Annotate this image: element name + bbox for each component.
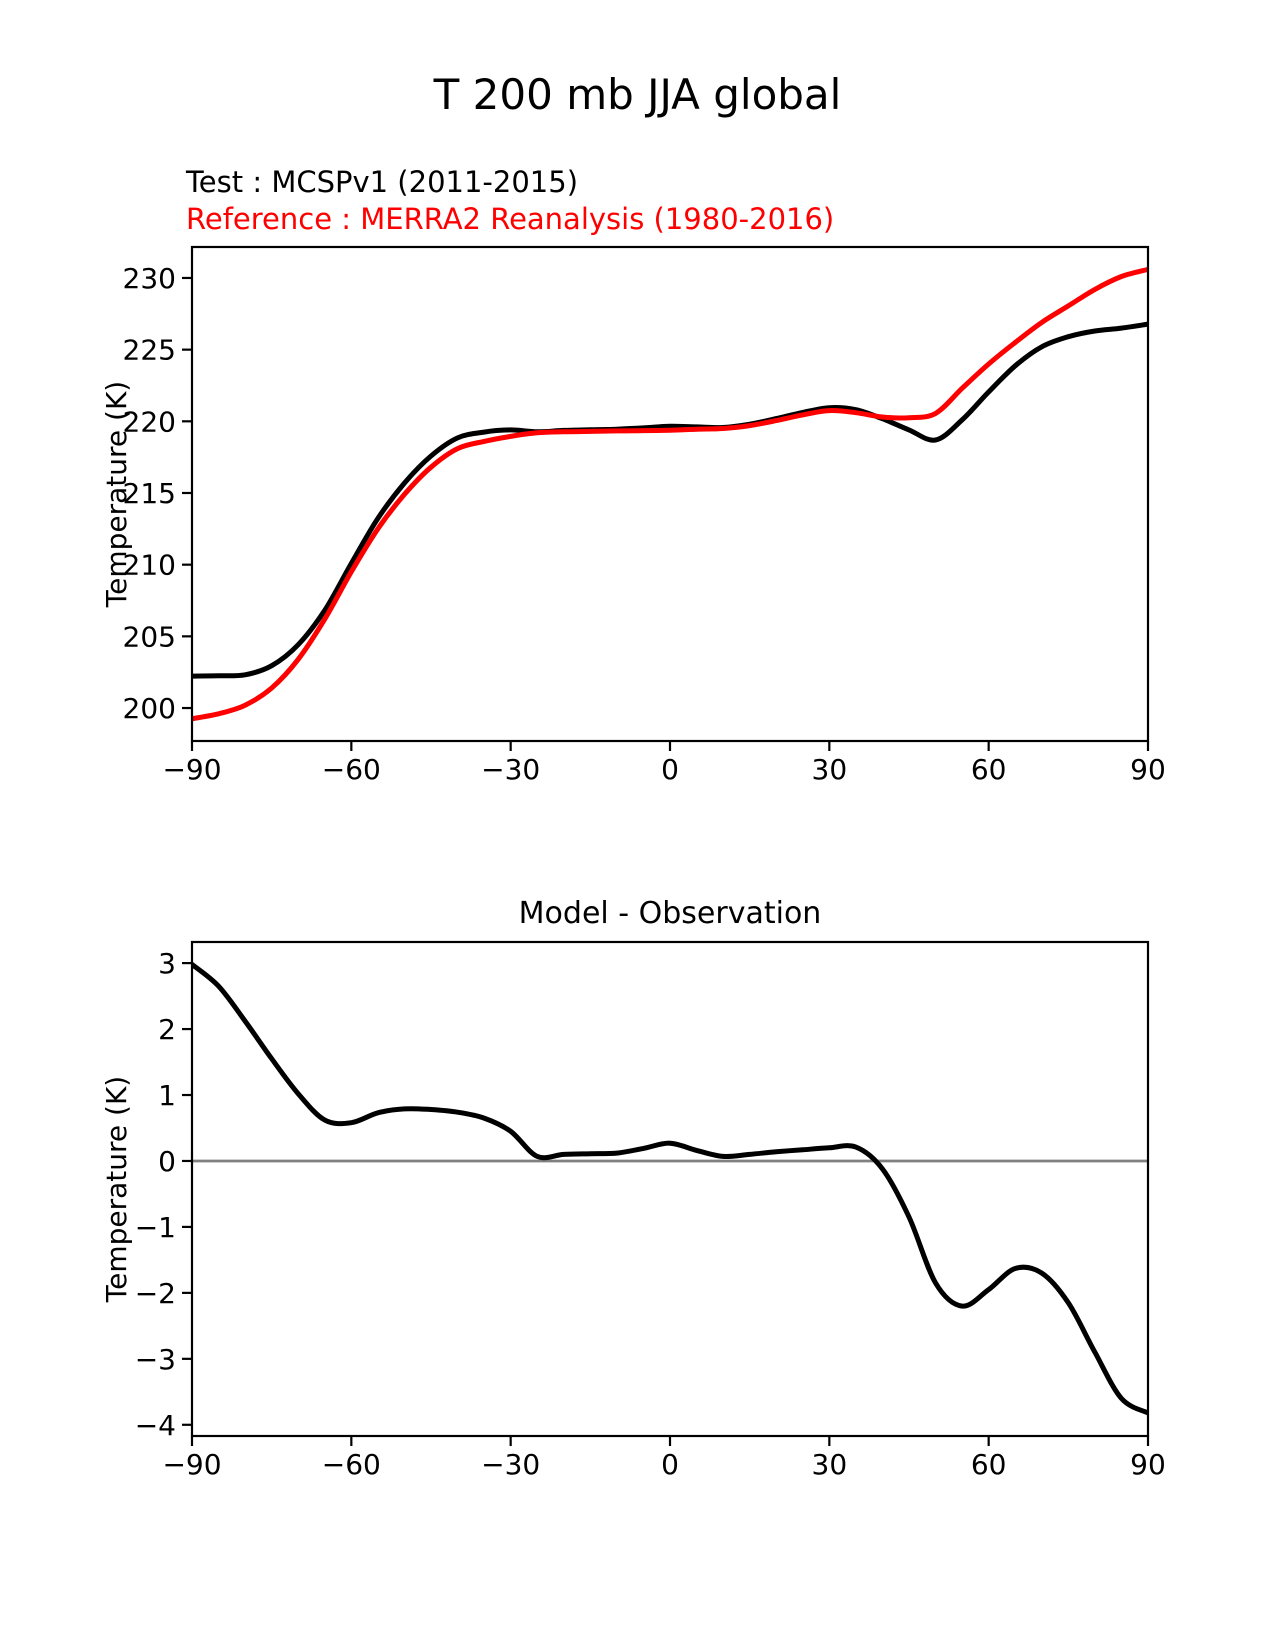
y-tick-label: 230 (122, 261, 176, 295)
bottom-y-axis-label: Temperature (K) (100, 1075, 133, 1303)
test-curve (192, 324, 1148, 676)
y-tick-label: −2 (134, 1276, 176, 1310)
reference-curve (192, 269, 1148, 718)
bottom-plot-title: Model - Observation (518, 896, 822, 931)
y-tick-label: 220 (122, 405, 176, 439)
legend-test-label: Test : MCSPv1 (2011-2015) (186, 165, 579, 199)
legend-reference-label: Reference : MERRA2 Reanalysis (1980-2016) (186, 202, 835, 236)
x-tick-label: −90 (162, 1448, 222, 1481)
plot-box (192, 942, 1148, 1436)
top-y-axis-label: Temperature (K) (100, 380, 133, 608)
x-tick-label: −90 (162, 753, 222, 786)
figure-title: T 200 mb JJA global (433, 70, 842, 119)
y-tick-label: 2 (158, 1013, 176, 1047)
x-tick-label: −30 (481, 1448, 541, 1481)
y-tick-label: 1 (158, 1079, 176, 1113)
y-tick-label: 3 (158, 947, 176, 981)
y-tick-label: 0 (158, 1144, 176, 1178)
x-tick-label: −60 (321, 753, 381, 786)
x-tick-label: 60 (970, 753, 1007, 786)
y-tick-label: −3 (134, 1342, 176, 1376)
y-tick-label: 200 (122, 692, 176, 726)
top-plot (123, 247, 1166, 786)
x-tick-label: 0 (661, 753, 679, 786)
plot-box (192, 247, 1148, 741)
x-tick-label: 60 (970, 1448, 1007, 1481)
bottom-plot (135, 942, 1166, 1481)
y-tick-label: 225 (122, 333, 176, 367)
y-tick-label: −1 (134, 1210, 176, 1244)
x-tick-label: 0 (661, 1448, 679, 1481)
x-tick-label: 90 (1130, 753, 1166, 786)
x-tick-label: 30 (811, 1448, 848, 1481)
x-tick-label: 30 (811, 753, 848, 786)
x-tick-label: 90 (1130, 1448, 1166, 1481)
y-tick-label: 210 (122, 548, 176, 582)
y-tick-label: 205 (122, 620, 176, 654)
y-tick-label: −4 (134, 1408, 176, 1442)
x-tick-label: −60 (321, 1448, 381, 1481)
diff-curve (192, 964, 1148, 1413)
y-tick-label: 215 (122, 476, 176, 510)
x-tick-label: −30 (481, 753, 541, 786)
